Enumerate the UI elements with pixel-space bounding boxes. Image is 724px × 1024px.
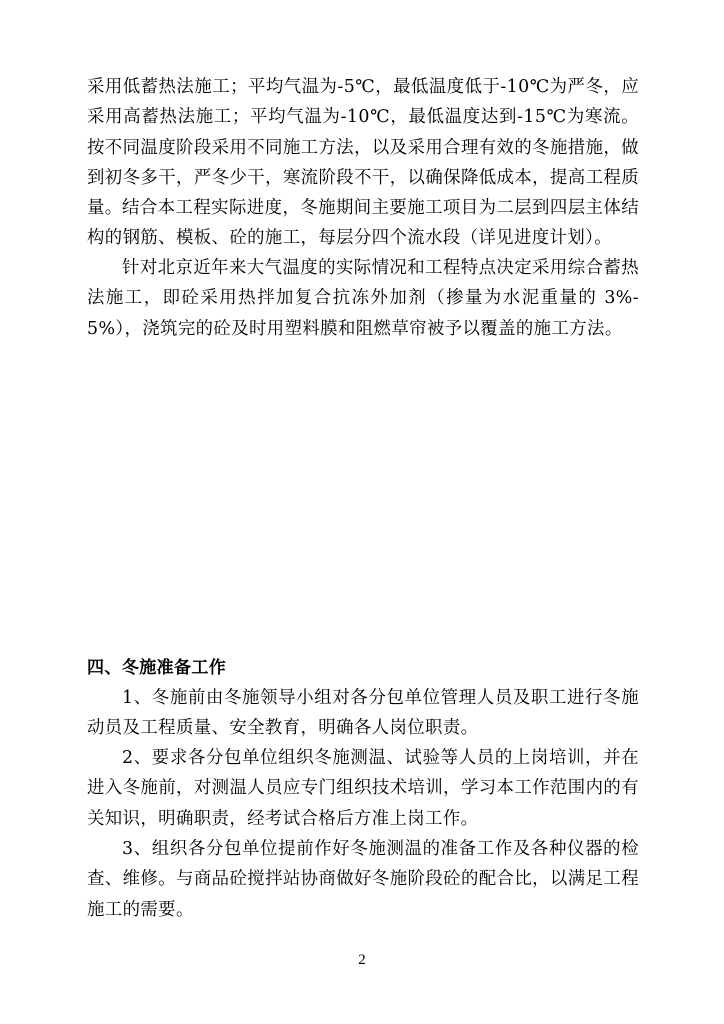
- body-paragraph-construction-scope: 结合本工程实际进度，冬施期间主要施工项目为二层到四层主体结构的钢筋、模板、砼的施工，每层分四个流水段（详见进度计划）。: [87, 198, 639, 249]
- section-heading-preparation: 四、冬施准备工作: [87, 658, 227, 678]
- body-paragraph-heat-storage-method: 针对北京近年来大气温度的实际情况和工程特点决定采用综合蓄热法施工，即砼采用热拌加复合抗冻外加剂（掺量为水泥重量的 3%-5%），浇筑完的砼及时用塑料膜和阻燃草帘被予以覆盖的施工方法。: [87, 258, 639, 339]
- section-item-instrument-check: 3、组织各分包单位提前作好冬施测温的准备工作及各种仪器的检查、维修。与商品砼搅拌站协商做好冬施阶段砼的配合比，以满足工程施工的需要。: [87, 839, 639, 920]
- page-number: 2: [358, 952, 366, 968]
- section-item-training: 2、要求各分包单位组织冬施测温、试验等人员的上岗培训，并在进入冬施前，对测温人员应专门组织技术培训，学习本工作范围内的有关知识，明确职责，经考试合格后方准上岗工作。: [87, 748, 639, 829]
- body-paragraph-winter-methods: 采用低蓄热法施工；平均气温为-5℃，最低温度低于-10℃为严冬，应采用高蓄热法施工；平均气温为-10℃，最低温度达到-15℃为寒流。按不同温度阶段采用不同施工方法，以及采用合理有效的冬施措施，做到初冬多干，严冬少干，寒流阶段不干，以确保降低成本，提高工程质量。: [87, 77, 639, 219]
- section-item-mobilization: 1、冬施前由冬施领导小组对各分包单位管理人员及职工进行冬施动员及工程质量、安全教育，明确各人岗位职责。: [87, 688, 639, 739]
